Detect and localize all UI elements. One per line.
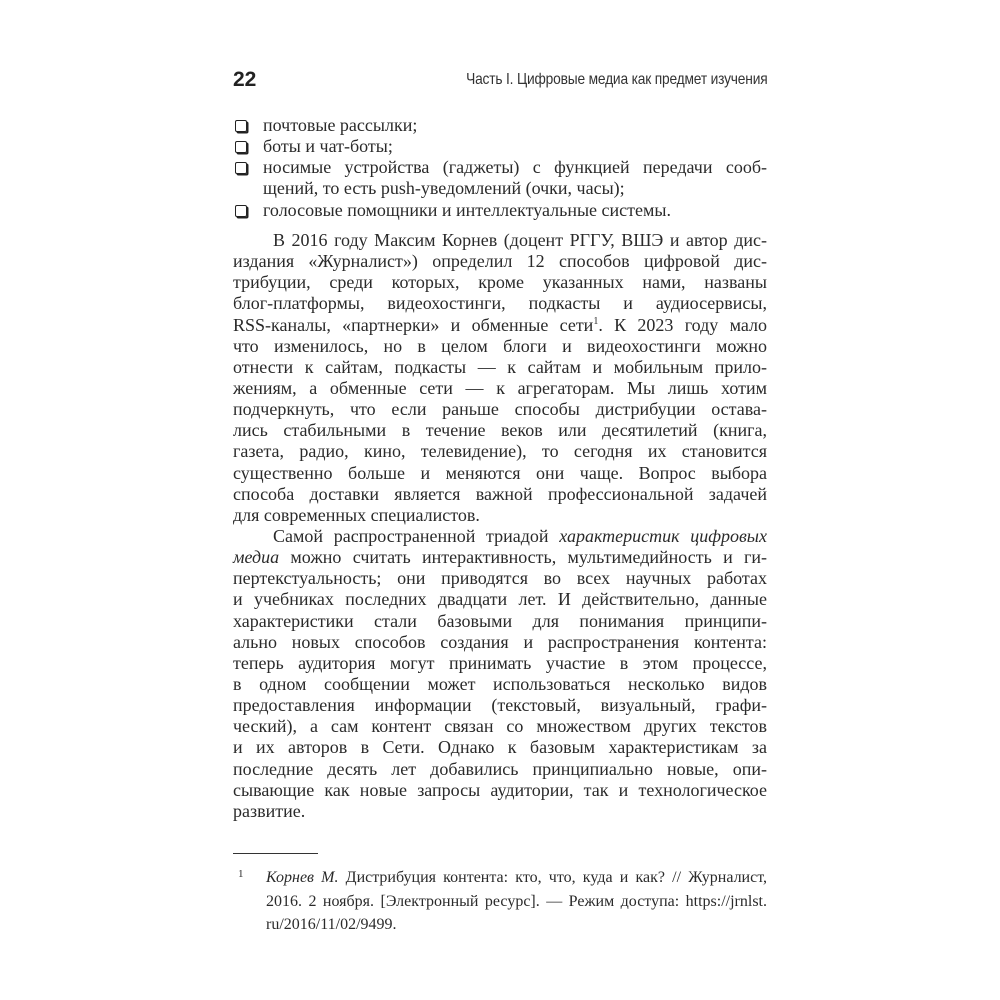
paragraph-line [233, 801, 767, 822]
bullet-text: носимые устройства (гаджеты) с функцией передачи сооб- [263, 157, 767, 178]
text-run: . К 2023 году мало [598, 314, 767, 335]
bullet-text: боты и чат-боты; [263, 136, 393, 157]
text-run: подчеркнуть, что если раньше способы дистрибуции остава- [233, 399, 767, 420]
text-run: способа доставки является важной профессиональной задачей [233, 483, 767, 504]
paragraph-line [233, 272, 767, 293]
text-run: предоставления информации (текстовый, визуальный, графи- [233, 695, 767, 716]
paragraph-line [233, 589, 767, 610]
text-run: характеристики стали базовыми для понимания принципи- [233, 610, 767, 631]
checkbox-bullet-icon [235, 162, 247, 174]
text-run: и их авторов в Сети. Однако к базовым характеристикам за [233, 737, 767, 758]
paragraph-line [233, 441, 767, 462]
text-run: В 2016 году Максим Корнев (доцент РГГУ, ВШЭ и автор дис- [273, 230, 767, 250]
bullet-item-line [233, 200, 767, 221]
paragraph-line [233, 484, 767, 505]
paragraph-line [233, 611, 767, 632]
paragraph-line [233, 251, 767, 272]
text-run: блог-платформы, видеохостинги, подкасты и аудиосервисы, [233, 293, 767, 314]
bullet-item-line [233, 157, 767, 178]
paragraph-line [233, 357, 767, 378]
bullet-item-line [233, 115, 767, 136]
text-run: Дистрибуция контента: кто, что, куда и как? // Журналист, [338, 869, 768, 886]
bullet-list [233, 115, 767, 221]
footnote-line [233, 913, 767, 937]
paragraph-line [233, 315, 767, 336]
text-run: для современных специалистов. [233, 504, 480, 525]
paragraph-line [233, 463, 767, 484]
text-run: ческий), а сам контент связан со множеством других текстов [233, 716, 767, 737]
paragraph-line [233, 568, 767, 589]
paragraph-line [233, 695, 767, 716]
text-run: отнести к сайтам, подкасты — к сайтам и мобильным прило- [233, 356, 767, 377]
paragraph-line [233, 547, 767, 568]
running-title: Часть I. Цифровые медиа как предмет изучения [465, 71, 767, 88]
text-run: последние десять лет добавились принципиально новые, опи- [233, 758, 767, 779]
text-run: медиа [233, 547, 280, 568]
text-run: пертекстуальность; они приводятся во всех научных работах [233, 568, 767, 589]
paragraph-line [233, 505, 767, 526]
checkbox-bullet-icon [235, 141, 247, 153]
paragraph-line [233, 336, 767, 357]
checkbox-bullet-icon [235, 120, 247, 132]
paragraph-line [233, 674, 767, 695]
bullet-text: щений, то есть push-уведомлений (очки, часы); [263, 178, 625, 199]
paragraph-line [233, 293, 767, 314]
text-run: 2016. 2 ноября. [Электронный ресурс]. — Режим доступа: https://jrnlst. [266, 892, 767, 910]
text-run: характеристик цифровых [559, 525, 767, 546]
text-run: ru/2016/11/02/9499. [266, 916, 397, 933]
footnote-line [233, 866, 767, 890]
page-header [233, 68, 767, 94]
bullet-item-line [233, 136, 767, 157]
paragraph-line [233, 526, 767, 547]
text-run: что изменилось, но в целом блоги и видеохостинги можно [233, 335, 767, 356]
text-run: газета, радио, кино, телевидение), то сегодня их становится [233, 441, 767, 462]
text-run: лись стабильными в течение веков или десятилетий (книга, [233, 420, 767, 441]
paragraph-line [233, 230, 767, 251]
text-run: Самой распространенной триадой [273, 525, 560, 546]
footnote-line [233, 890, 767, 914]
text-run: сывающие как новые запросы аудитории, так и технологическое [233, 779, 767, 800]
checkbox-bullet-icon [235, 205, 247, 217]
paragraph-line [233, 653, 767, 674]
text-run: RSS-каналы, «партнерки» и обменные сети [233, 314, 594, 335]
bullet-item-line [233, 178, 767, 199]
text-run: трибуции, среди которых, кроме указанных нами, названы [233, 272, 767, 293]
bullet-text: почтовые рассылки; [263, 115, 418, 135]
paragraph-line [233, 737, 767, 758]
paragraph-line [233, 632, 767, 653]
text-run: в одном сообщении может использоваться несколько видов [233, 673, 767, 694]
paragraph-line [233, 378, 767, 399]
text-run: ально новых способов создания и распространения контента: [233, 631, 767, 652]
text-run: жениям, а обменные сети — к агрегаторам. Мы лишь хотим [233, 377, 767, 398]
text-run: можно считать интерактивность, мультимедийность и ги- [279, 547, 767, 568]
text-run: и учебниках последних двадцати лет. И действительно, данные [233, 589, 767, 610]
paragraph-line [233, 716, 767, 737]
text-run: Корнев М. [266, 869, 339, 886]
text-run: теперь аудитория могут принимать участие в этом процессе, [233, 652, 767, 673]
body-text [233, 230, 767, 822]
paragraph-line [233, 420, 767, 441]
paragraph-line [233, 780, 767, 801]
text-run: существенно больше и меняются они чаще. Вопрос выбора [233, 462, 767, 483]
text-run: развитие. [233, 800, 306, 821]
footnote [233, 866, 767, 937]
bullet-text: голосовые помощники и интеллектуальные системы. [263, 199, 671, 220]
footnote-ref: 1 [593, 315, 599, 327]
paragraph-line [233, 399, 767, 420]
footnote-mark: 1 [238, 868, 244, 880]
paragraph-line [233, 759, 767, 780]
text-run: издания «Журналист») определил 12 способов цифровой дис- [233, 251, 767, 272]
footnote-divider [233, 853, 318, 854]
page-number: 22 [233, 68, 257, 91]
